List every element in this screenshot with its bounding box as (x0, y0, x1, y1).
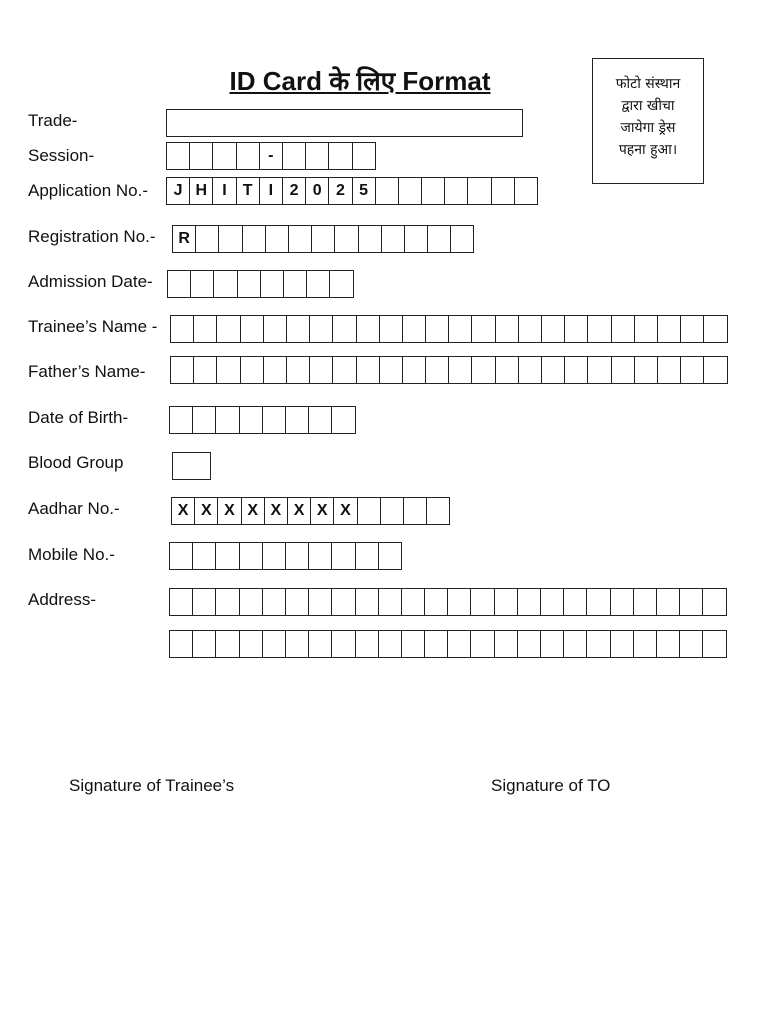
box-cell[interactable] (444, 177, 468, 205)
box-cell[interactable] (189, 142, 213, 170)
mobile-no-boxes[interactable] (170, 542, 402, 570)
box-cell[interactable] (657, 315, 681, 343)
box-cell[interactable]: J (166, 177, 190, 205)
box-cell[interactable] (633, 630, 657, 658)
box-cell[interactable] (470, 588, 494, 616)
box-cell[interactable] (355, 542, 379, 570)
box-cell[interactable] (239, 588, 263, 616)
session-label: Session- (28, 146, 95, 165)
box-cell[interactable] (195, 225, 219, 253)
box-cell[interactable] (170, 315, 194, 343)
box-cell[interactable] (564, 356, 588, 384)
box-cell[interactable] (283, 270, 307, 298)
box-cell[interactable] (450, 225, 474, 253)
box-cell[interactable] (262, 406, 286, 434)
box-cell[interactable] (263, 356, 287, 384)
box-cell[interactable] (311, 225, 335, 253)
box-cell[interactable] (448, 356, 472, 384)
box-cell[interactable] (305, 142, 329, 170)
mobile-no-label: Mobile No.- (28, 545, 115, 564)
box-cell[interactable]: X (310, 497, 334, 525)
box-cell[interactable] (308, 588, 332, 616)
box-cell[interactable] (308, 406, 332, 434)
box-cell[interactable] (657, 356, 681, 384)
box-cell[interactable] (306, 270, 330, 298)
trade-field[interactable] (166, 109, 523, 137)
box-cell[interactable]: 2 (328, 177, 352, 205)
box-cell[interactable] (679, 630, 703, 658)
box-cell[interactable] (564, 315, 588, 343)
box-cell[interactable] (240, 315, 264, 343)
box-cell[interactable]: X (333, 497, 357, 525)
box-cell[interactable] (213, 270, 237, 298)
trainee-name-label: Trainee’s Name - (28, 317, 158, 336)
box-cell[interactable] (328, 142, 352, 170)
box-cell[interactable] (216, 315, 240, 343)
box-cell[interactable] (309, 315, 333, 343)
aadhar-no-label: Aadhar No.- (28, 499, 120, 518)
box-cell[interactable] (424, 588, 448, 616)
box-cell[interactable] (192, 630, 216, 658)
box-cell[interactable] (239, 542, 263, 570)
box-cell[interactable] (679, 588, 703, 616)
box-cell[interactable] (634, 315, 658, 343)
box-cell[interactable] (262, 630, 286, 658)
aadhar-no-boxes[interactable] (172, 497, 450, 525)
application-no-label: Application No.- (28, 181, 149, 200)
box-cell[interactable] (611, 315, 635, 343)
box-cell[interactable] (424, 630, 448, 658)
box-cell[interactable] (378, 630, 402, 658)
box-cell[interactable] (680, 356, 704, 384)
box-cell[interactable] (610, 630, 634, 658)
box-cell[interactable] (402, 315, 426, 343)
box-cell[interactable] (308, 542, 332, 570)
box-cell[interactable] (375, 177, 399, 205)
box-cell[interactable] (587, 315, 611, 343)
box-cell[interactable] (402, 356, 426, 384)
box-cell[interactable]: T (236, 177, 260, 205)
father-name-label: Father’s Name- (28, 362, 146, 381)
box-cell[interactable] (425, 315, 449, 343)
box-cell[interactable]: X (217, 497, 241, 525)
box-cell[interactable] (309, 356, 333, 384)
box-cell[interactable] (215, 542, 239, 570)
box-cell[interactable] (586, 630, 610, 658)
address-line-2-boxes[interactable] (170, 630, 727, 658)
box-cell[interactable]: I (212, 177, 236, 205)
box-cell[interactable] (703, 356, 727, 384)
box-cell[interactable] (540, 588, 564, 616)
box-cell[interactable] (242, 225, 266, 253)
box-cell[interactable] (401, 630, 425, 658)
box-cell[interactable] (285, 588, 309, 616)
box-cell[interactable] (401, 588, 425, 616)
box-cell[interactable]: 2 (282, 177, 306, 205)
box-cell[interactable] (517, 588, 541, 616)
box-cell[interactable] (702, 588, 726, 616)
dob-label: Date of Birth- (28, 408, 129, 427)
box-cell[interactable]: X (194, 497, 218, 525)
box-cell[interactable] (494, 588, 518, 616)
box-cell[interactable] (586, 588, 610, 616)
photo-placeholder-box (592, 58, 704, 184)
box-cell[interactable] (169, 588, 193, 616)
box-cell[interactable] (381, 225, 405, 253)
session-boxes[interactable] (167, 142, 376, 170)
box-cell[interactable] (494, 630, 518, 658)
box-cell[interactable] (265, 225, 289, 253)
box-cell[interactable] (170, 356, 194, 384)
box-cell[interactable] (215, 588, 239, 616)
box-cell[interactable]: I (259, 177, 283, 205)
box-cell[interactable]: H (189, 177, 213, 205)
box-cell[interactable] (357, 497, 381, 525)
box-cell[interactable] (380, 497, 404, 525)
box-cell[interactable] (190, 270, 214, 298)
box-cell[interactable] (192, 588, 216, 616)
admission-date-label: Admission Date- (28, 272, 153, 291)
box-cell[interactable] (308, 630, 332, 658)
box-cell[interactable] (216, 356, 240, 384)
box-cell[interactable]: X (241, 497, 265, 525)
box-cell[interactable] (193, 356, 217, 384)
box-cell[interactable] (656, 588, 680, 616)
registration-no-boxes[interactable] (173, 225, 474, 253)
box-cell[interactable] (355, 588, 379, 616)
photo-note-line: द्वारा खीचा (621, 98, 675, 114)
box-cell[interactable] (379, 356, 403, 384)
blood-group-label: Blood Group (28, 453, 124, 472)
box-cell[interactable] (192, 406, 216, 434)
box-cell[interactable] (470, 630, 494, 658)
dob-boxes[interactable] (170, 406, 356, 434)
box-cell[interactable] (215, 630, 239, 658)
box-cell[interactable] (378, 542, 402, 570)
box-cell[interactable] (514, 177, 538, 205)
box-cell[interactable] (404, 225, 428, 253)
box-cell[interactable] (447, 630, 471, 658)
box-cell[interactable] (421, 177, 445, 205)
box-cell[interactable]: - (259, 142, 283, 170)
box-cell[interactable] (634, 356, 658, 384)
to-signature-label: Signature of TO (491, 776, 611, 795)
box-cell[interactable]: 5 (352, 177, 376, 205)
box-cell[interactable] (541, 315, 565, 343)
trainee-name-boxes[interactable] (171, 315, 728, 343)
box-cell[interactable] (237, 270, 261, 298)
box-cell[interactable] (610, 588, 634, 616)
box-cell[interactable] (239, 630, 263, 658)
box-cell[interactable] (263, 315, 287, 343)
admission-date-boxes[interactable] (168, 270, 354, 298)
box-cell[interactable] (563, 588, 587, 616)
box-cell[interactable] (427, 225, 451, 253)
box-cell[interactable] (262, 542, 286, 570)
box-cell[interactable] (702, 630, 726, 658)
photo-note-line: फोटो संस्थान (615, 76, 681, 92)
box-cell[interactable]: X (171, 497, 195, 525)
box-cell[interactable] (352, 142, 376, 170)
box-cell[interactable] (398, 177, 422, 205)
box-cell[interactable] (282, 142, 306, 170)
box-cell[interactable]: R (172, 225, 196, 253)
box-cell[interactable] (212, 142, 236, 170)
box-cell[interactable] (331, 542, 355, 570)
box-cell[interactable] (240, 356, 264, 384)
box-cell[interactable] (236, 142, 260, 170)
box-cell[interactable] (331, 630, 355, 658)
box-cell[interactable] (260, 270, 284, 298)
box-cell[interactable] (587, 356, 611, 384)
box-cell[interactable] (332, 315, 356, 343)
box-cell[interactable] (540, 630, 564, 658)
application-no-boxes[interactable] (167, 177, 538, 205)
box-cell[interactable] (192, 542, 216, 570)
box-cell[interactable] (495, 356, 519, 384)
address-label: Address- (28, 590, 97, 609)
box-cell[interactable] (286, 315, 310, 343)
box-cell[interactable] (166, 142, 190, 170)
box-cell[interactable] (355, 630, 379, 658)
box-cell[interactable] (471, 315, 495, 343)
box-cell[interactable] (334, 225, 358, 253)
registration-no-label: Registration No.- (28, 227, 156, 246)
blood-group-field[interactable] (172, 452, 211, 480)
box-cell[interactable] (215, 406, 239, 434)
box-cell[interactable] (169, 542, 193, 570)
trainee-signature-label: Signature of Trainee’s (69, 776, 235, 795)
box-cell[interactable] (193, 315, 217, 343)
box-cell[interactable] (471, 356, 495, 384)
box-cell[interactable] (425, 356, 449, 384)
box-cell[interactable] (467, 177, 491, 205)
box-cell[interactable]: 0 (305, 177, 329, 205)
box-cell[interactable] (169, 630, 193, 658)
box-cell[interactable] (218, 225, 242, 253)
box-cell[interactable] (379, 315, 403, 343)
box-cell[interactable] (633, 588, 657, 616)
box-cell[interactable] (331, 406, 355, 434)
box-cell[interactable] (491, 177, 515, 205)
box-cell[interactable] (329, 270, 353, 298)
box-cell[interactable] (447, 588, 471, 616)
box-cell[interactable] (703, 315, 727, 343)
box-cell[interactable] (285, 630, 309, 658)
box-cell[interactable] (378, 588, 402, 616)
photo-note-line: पहना हुआ। (618, 142, 678, 158)
box-cell[interactable] (403, 497, 427, 525)
box-cell[interactable] (262, 588, 286, 616)
box-cell[interactable] (518, 356, 542, 384)
box-cell[interactable] (169, 406, 193, 434)
box-cell[interactable] (656, 630, 680, 658)
father-name-boxes[interactable] (171, 356, 728, 384)
trade-label: Trade- (28, 111, 78, 130)
photo-note-line: जायेगा ड्रेस (620, 120, 676, 136)
box-cell[interactable] (286, 356, 310, 384)
box-cell[interactable] (448, 315, 472, 343)
box-cell[interactable] (563, 630, 587, 658)
box-cell[interactable] (495, 315, 519, 343)
address-line-1-boxes[interactable] (170, 588, 727, 616)
box-cell[interactable]: X (287, 497, 311, 525)
box-cell[interactable] (611, 356, 635, 384)
box-cell[interactable] (285, 542, 309, 570)
box-cell[interactable] (332, 356, 356, 384)
box-cell[interactable] (680, 315, 704, 343)
box-cell[interactable] (331, 588, 355, 616)
box-cell[interactable] (288, 225, 312, 253)
box-cell[interactable] (356, 315, 380, 343)
box-cell[interactable] (239, 406, 263, 434)
box-cell[interactable] (285, 406, 309, 434)
box-cell[interactable] (167, 270, 191, 298)
box-cell[interactable] (358, 225, 382, 253)
box-cell[interactable] (518, 315, 542, 343)
page-title: ID Card के लिए Format (229, 66, 491, 96)
box-cell[interactable] (517, 630, 541, 658)
box-cell[interactable]: X (264, 497, 288, 525)
box-cell[interactable] (356, 356, 380, 384)
box-cell[interactable] (426, 497, 450, 525)
box-cell[interactable] (541, 356, 565, 384)
